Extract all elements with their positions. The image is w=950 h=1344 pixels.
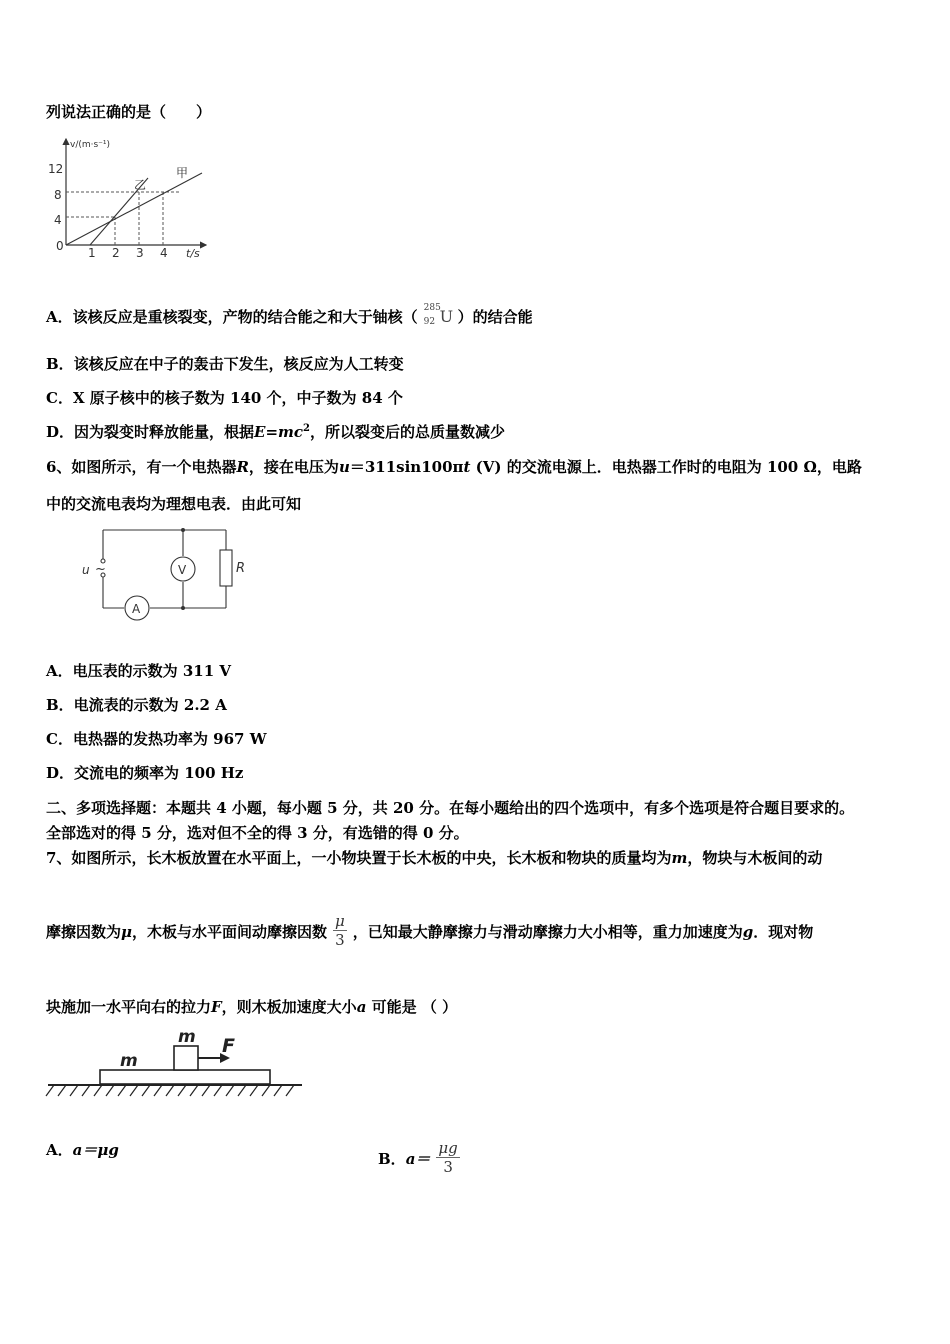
resistor bbox=[220, 550, 232, 586]
q6-stem-line2: 中的交流电表均为理想电表．由此可知 bbox=[46, 495, 302, 513]
q6-option-a: A．电压表的示数为 311 V bbox=[46, 662, 232, 680]
mu-g-over-3-fraction: $\frac{\mu g}{3}$ bbox=[438, 1139, 458, 1176]
section2-heading-line1: 二、多项选择题：本题共 4 小题，每小题 5 分，共 20 分。在每小题给出的四个选项中，有多个选项是符合题目要求的。 bbox=[46, 799, 855, 817]
circuit-tilde: ~ bbox=[95, 562, 106, 577]
q6-stem-line1: 6、如图所示，有一个电热器R，接在电压为u＝311sin100πt (V) 的交流电源上．电热器工作时的电阻为 100 Ω，电路 bbox=[46, 458, 862, 476]
section2-heading-line2: 全部选对的得 5 分，选对但不全的得 3 分，有选错的得 0 分。 bbox=[46, 824, 469, 842]
uranium-isotope: 285 92 U bbox=[423, 303, 454, 327]
board-mass-label: m bbox=[120, 1051, 138, 1071]
q6-circuit-diagram bbox=[78, 522, 258, 627]
q5-option-a: A．该核反应是重核裂变，产物的结合能之和大于铀核（ 285 92 U ）的结合能 bbox=[46, 303, 533, 327]
q5-vt-graph bbox=[44, 133, 214, 263]
graph-y-tick-0: 0 bbox=[56, 239, 64, 253]
q7-stem-line3: 块施加一水平向右的拉力F，则木板加速度大小a 可能是 （ ） bbox=[46, 998, 458, 1016]
q7-stem-line1: 7、如图所示，长木板放置在水平面上，一小物块置于长木板的中央，长木板和物块的质量均为m，物块与木板间的动 bbox=[46, 849, 823, 867]
q7-option-a: A．a＝μg bbox=[46, 1141, 119, 1159]
graph-y-tick-8: 8 bbox=[54, 188, 62, 202]
ammeter-label: A bbox=[132, 602, 141, 616]
q6-option-c: C．电热器的发热功率为 967 W bbox=[46, 730, 267, 748]
small-block bbox=[174, 1046, 198, 1070]
graph-x-tick-1: 1 bbox=[88, 246, 96, 260]
block-mass-label: m bbox=[178, 1027, 196, 1047]
graph-y-tick-12: 12 bbox=[48, 162, 64, 176]
graph-x-tick-2: 2 bbox=[112, 246, 120, 260]
q5-option-b: B．该核反应在中子的轰击下发生，核反应为人工转变 bbox=[46, 355, 404, 373]
graph-x-label: t/s bbox=[186, 247, 200, 260]
graph-label-jia: 甲 bbox=[176, 166, 189, 180]
graph-x-tick-3: 3 bbox=[136, 246, 144, 260]
q6-option-b: B．电流表的示数为 2.2 A bbox=[46, 696, 227, 714]
q5-option-d: D．因为裂变时释放能量，根据$E=mc^2$，所以裂变后的总质量数减少 bbox=[46, 423, 506, 441]
graph-label-yi: 乙 bbox=[134, 178, 147, 192]
q6-option-d: D．交流电的频率为 100 Hz bbox=[46, 764, 244, 782]
long-board bbox=[100, 1070, 270, 1084]
mu-over-3-fraction: $\frac{\mu}{3}$ bbox=[335, 912, 345, 949]
graph-x-tick-4: 4 bbox=[160, 246, 168, 260]
q7-stem-line2: 摩擦因数为μ，木板与水平面间动摩擦因数 $\frac{\mu}{3}$ ，已知最大静摩擦力与滑动摩擦力大小相等，重力加速度为g．现对物 bbox=[46, 912, 814, 949]
q5-stem-tail: 列说法正确的是（ ） bbox=[46, 103, 212, 121]
circuit-u-label: u bbox=[82, 563, 90, 577]
q7-option-b: B．a＝ $\frac{\mu g}{3}$ bbox=[378, 1139, 458, 1176]
graph-y-tick-4: 4 bbox=[54, 213, 62, 227]
q7-board-block-figure bbox=[44, 1024, 309, 1106]
q5-option-c: C．X 原子核中的核子数为 140 个，中子数为 84 个 bbox=[46, 389, 403, 407]
force-label: F bbox=[222, 1035, 235, 1057]
resistor-label: R bbox=[236, 561, 246, 576]
graph-y-label: v/(m·s⁻¹) bbox=[70, 140, 111, 150]
voltmeter-label: V bbox=[178, 563, 187, 577]
